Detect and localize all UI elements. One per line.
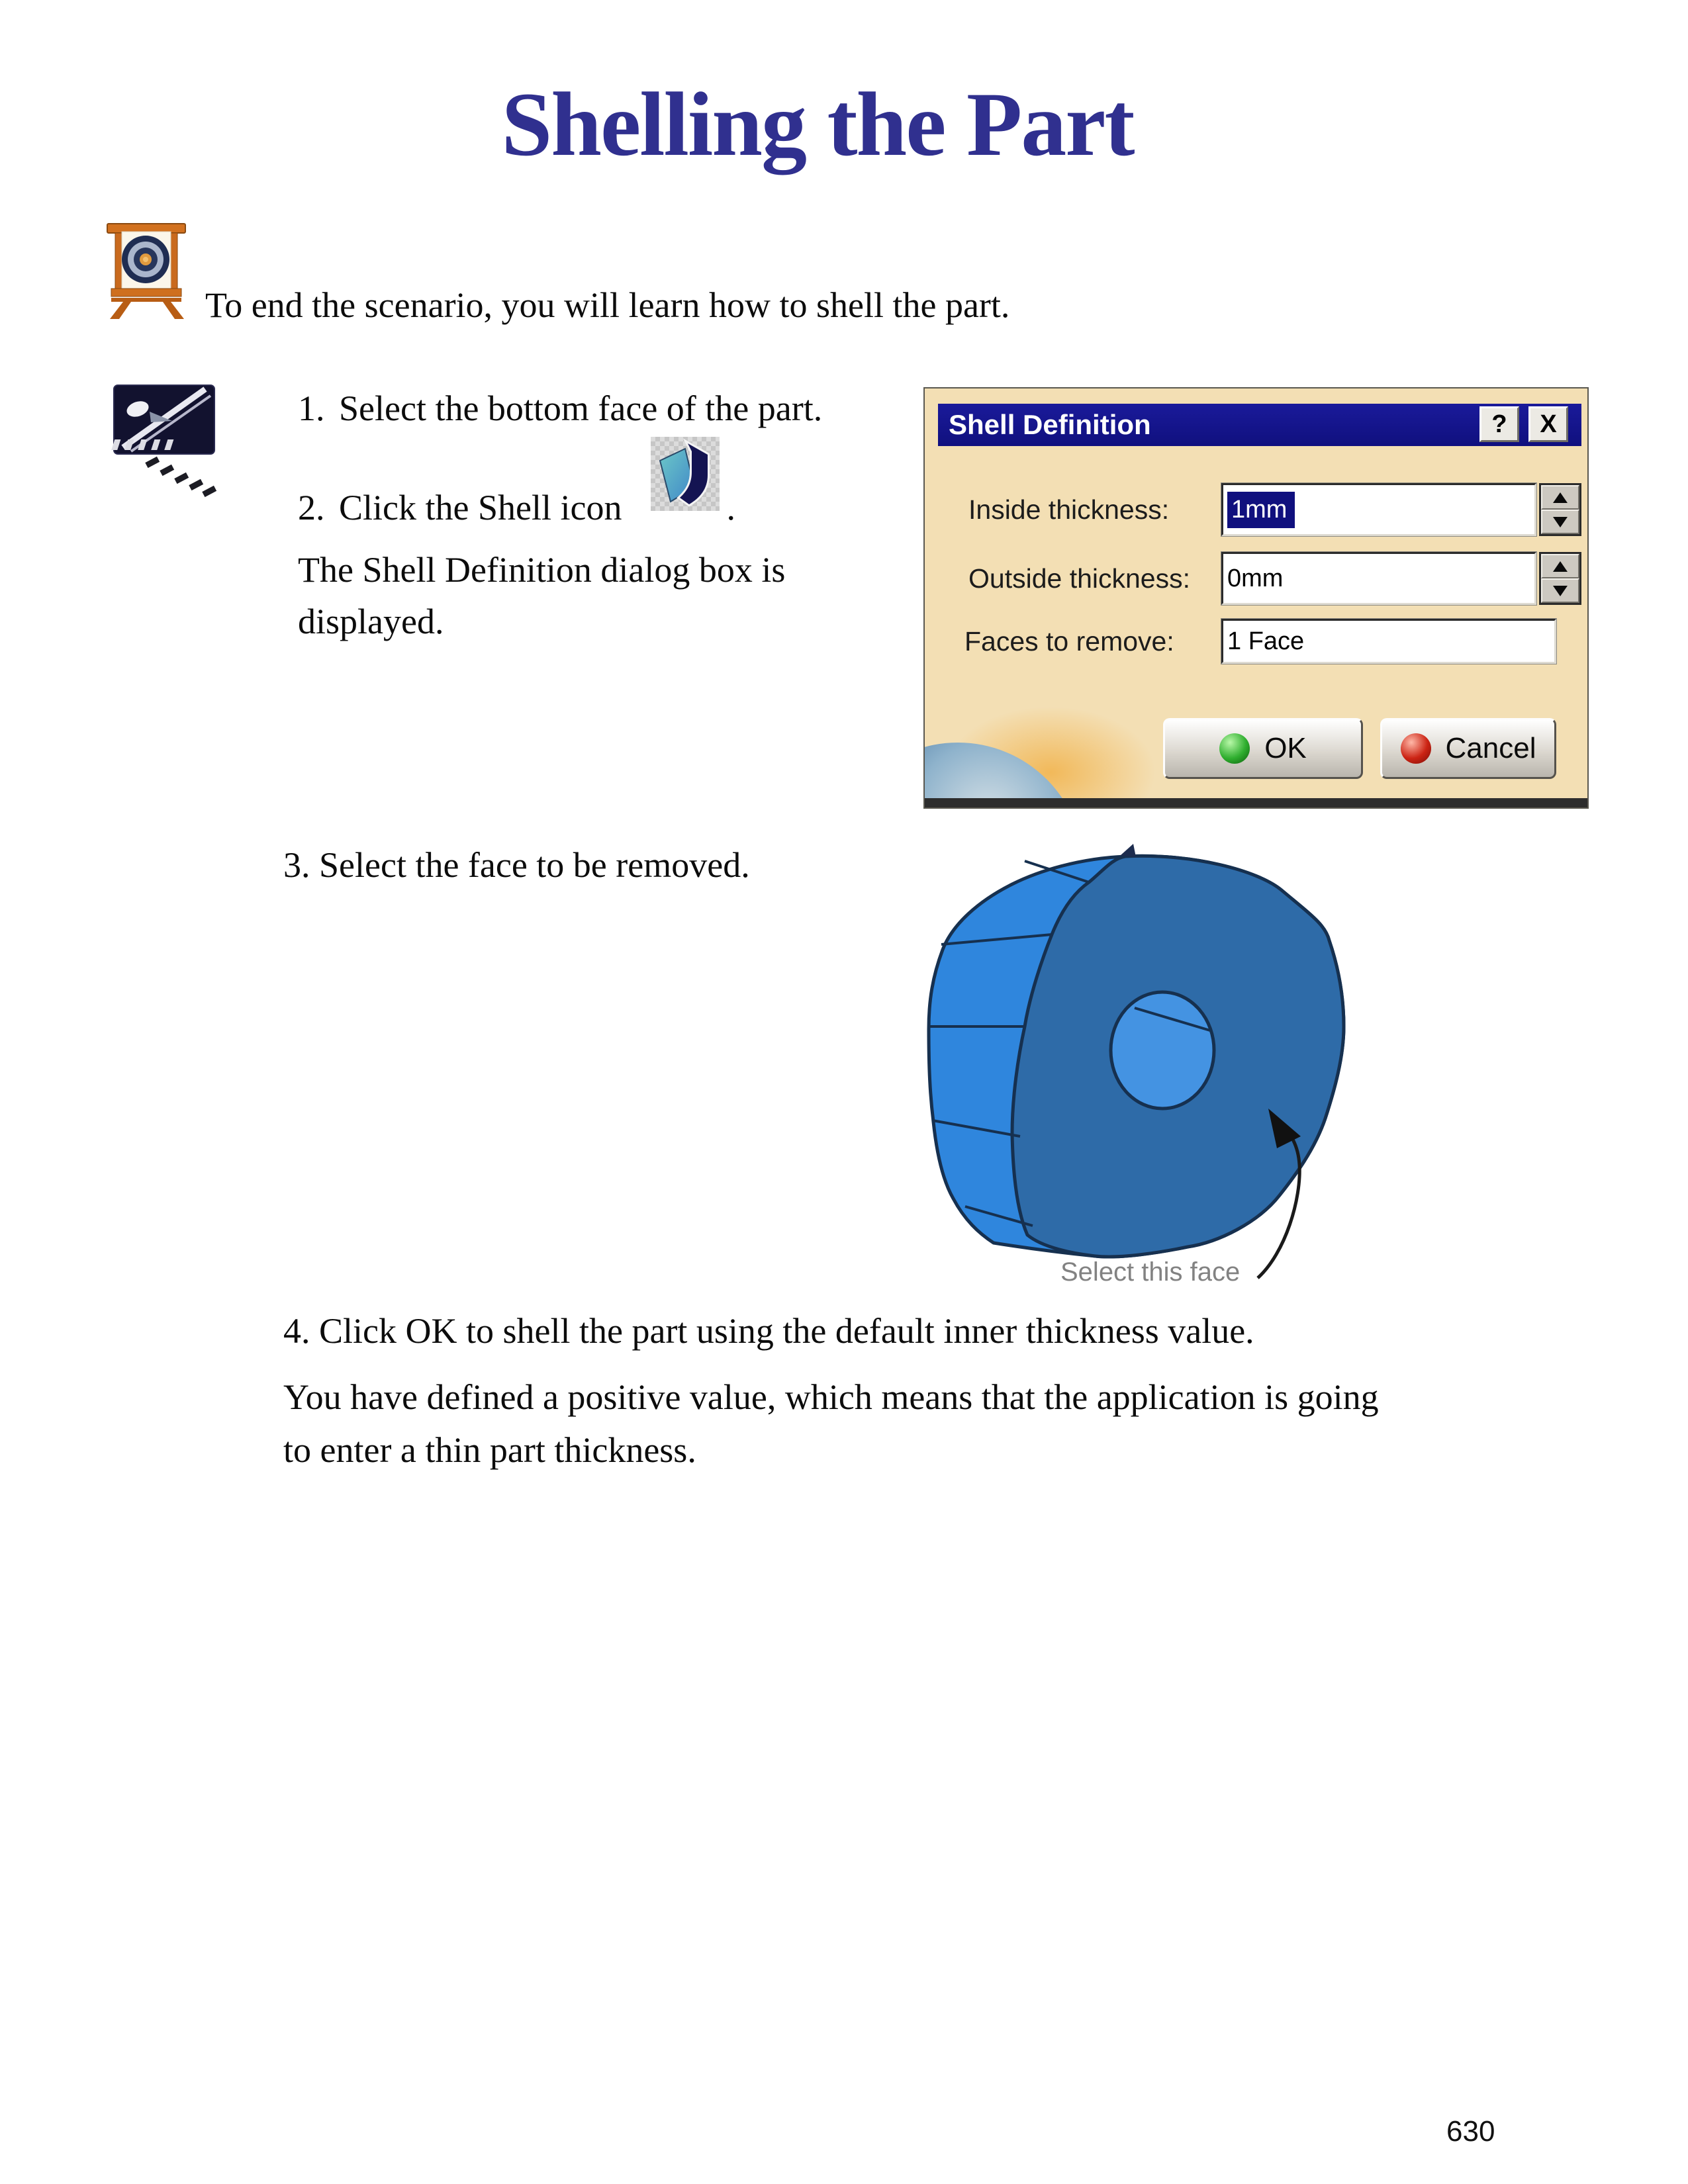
green-ball-icon <box>1219 733 1250 764</box>
step-4: 4. Click OK to shell the part using the default inner thickness value. <box>283 1311 1254 1351</box>
shell-icon <box>651 437 720 511</box>
step-2-number: 2. <box>298 488 325 527</box>
arrow-down-icon <box>1553 517 1568 527</box>
faces-to-remove-input[interactable] <box>1221 619 1556 664</box>
arrow-up-icon <box>1553 492 1568 503</box>
part-figure <box>914 831 1364 1317</box>
step-1 <box>298 383 822 434</box>
spin-down-button[interactable] <box>1541 510 1579 534</box>
ok-button-label: OK <box>1264 732 1307 764</box>
inside-thickness-value: 1mm <box>1227 492 1295 528</box>
step-2-period: . <box>726 488 735 527</box>
red-ball-icon <box>1401 733 1431 764</box>
step-1-number: 1. <box>298 388 325 428</box>
arrow-down-icon <box>1553 586 1568 596</box>
spin-up-button[interactable] <box>1541 554 1579 578</box>
help-button[interactable]: ? <box>1479 406 1519 442</box>
ok-button[interactable] <box>1163 718 1363 779</box>
spin-down-button[interactable] <box>1541 578 1579 603</box>
page-title: Shelling the Part <box>501 73 1134 175</box>
target-icon <box>101 221 193 320</box>
page-number: 630 <box>1446 2115 1495 2148</box>
faces-to-remove-label: Faces to remove: <box>964 625 1174 657</box>
dialog-bottom-edge <box>925 798 1587 807</box>
faces-to-remove-value: 1 Face <box>1227 627 1305 655</box>
spin-up-button[interactable] <box>1541 485 1579 510</box>
step-2-note-line1: The Shell Definition dialog box is <box>298 550 786 590</box>
step-2-note-line2: displayed. <box>298 602 444 641</box>
figure-caption: Select this face <box>1060 1257 1241 1287</box>
cancel-button-label: Cancel <box>1445 732 1536 764</box>
outside-thickness-label: Outside thickness: <box>968 563 1190 594</box>
cancel-button[interactable] <box>1380 718 1556 779</box>
outside-thickness-value: 0mm <box>1227 564 1284 592</box>
intro-text: To end the scenario, you will learn how to shell the part. <box>205 285 1010 325</box>
outro-line1: You have defined a positive value, which means that the application is going <box>283 1377 1379 1417</box>
inside-thickness-spinner <box>1539 483 1581 536</box>
close-button[interactable]: X <box>1528 406 1568 442</box>
shell-definition-dialog <box>923 387 1589 809</box>
inside-thickness-label: Inside thickness: <box>968 494 1170 525</box>
dialog-title: Shell Definition <box>949 409 1151 440</box>
outside-thickness-spinner <box>1539 552 1581 605</box>
part-hole <box>1111 992 1214 1109</box>
step-1-text: Select the bottom face of the part. <box>339 388 823 428</box>
outro-line2: to enter a thin part thickness. <box>283 1430 696 1470</box>
inside-thickness-input[interactable] <box>1221 483 1536 536</box>
step-2-text: Click the Shell icon <box>339 488 622 527</box>
step-3: 3. Select the face to be removed. <box>283 845 750 885</box>
outside-thickness-input[interactable] <box>1221 552 1536 605</box>
scenario-icon <box>111 381 244 504</box>
arrow-up-icon <box>1553 561 1568 572</box>
